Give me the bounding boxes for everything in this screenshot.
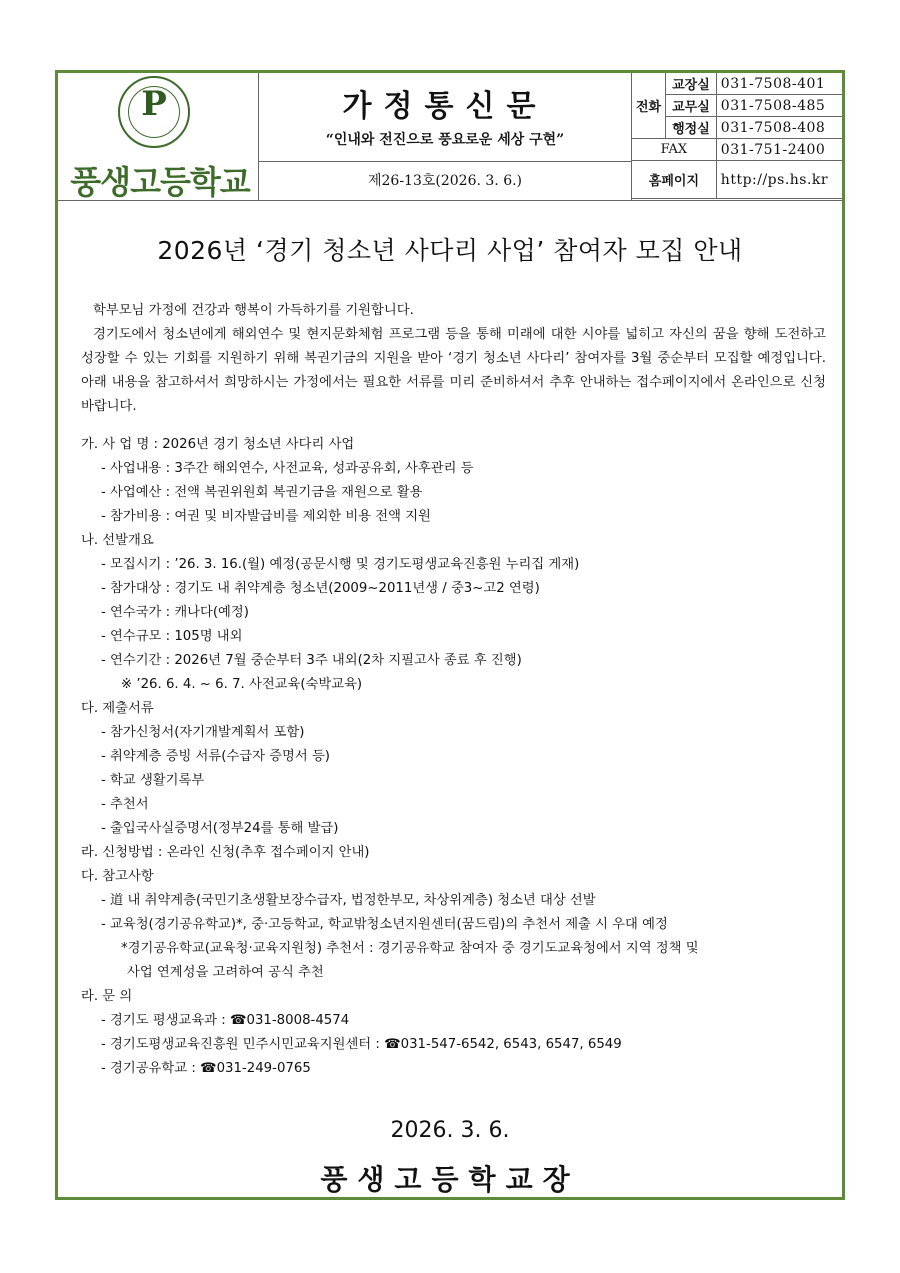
- school-motto: “인내와 전진으로 풍요로운 세상 구현”: [325, 132, 565, 148]
- section-heading: 라. 신청방법 : 온라인 신청(추후 접수페이지 안내): [81, 845, 370, 860]
- section-item: 사업 연계성을 고려하여 공식 추천: [127, 965, 324, 980]
- section-list: [81, 433, 826, 1081]
- contact-table: [632, 73, 842, 200]
- newsletter-header: [58, 73, 842, 201]
- homepage-link[interactable]: http://ps.hs.kr: [716, 161, 842, 199]
- section-item: - 참가대상 : 경기도 내 취약계층 청소년(2009~2011년생 / 중3~고2 연령): [101, 581, 540, 596]
- office-label: 교무실: [666, 95, 717, 117]
- section-item: - 연수규모 : 105명 내외: [101, 629, 243, 644]
- section-item: - 교육청(경기공유학교)*, 중·고등학교, 학교밖청소년지원센터(꿈드림)의 추천서 제출 시 우대 예정: [101, 917, 668, 932]
- document-title: 2026년 ‘경기 청소년 사다리 사업’ 참여자 모집 안내: [157, 236, 743, 265]
- phone-number: 031-7508-401: [716, 73, 842, 95]
- section-item: - 사업내용 : 3주간 해외연수, 사전교육, 성과공유회, 사후관리 등: [101, 461, 474, 476]
- office-label: 교장실: [666, 73, 717, 95]
- intro-paragraph: 경기도에서 청소년에게 해외연수 및 현지문화체험 프로그램 등을 통해 미래에 대한 시야를 넓히고 자신의 꿈을 향해 도전하고 성장할 수 있는 기회를 지원하기 위해 복권기금의 지원을 받아 ‘경기 청소년 사다리’ 참여자를 3월 중순부터 모집할 예정입니다. 아래 내용을 참고하셔서 희망하시는 가정에서는 필요한 서류를 미리 준비하셔서 추후 안내하는 접수페이지에서 온라인으로 신청 바랍니다.: [81, 327, 826, 414]
- fax-number: 031-751-2400: [716, 139, 842, 161]
- school-emblem-icon: P: [118, 76, 190, 148]
- section-item: - 학교 생활기록부: [101, 773, 205, 788]
- section-item: ※ ’26. 6. 4. ~ 6. 7. 사전교육(숙박교육): [121, 677, 363, 692]
- principal-signature: 풍생고등학교장: [320, 1163, 580, 1196]
- section-item: - 경기도평생교육진흥원 민주시민교육지원센터 : ☎031-547-6542, 6543, 6547, 6549: [101, 1037, 622, 1052]
- greeting-paragraph: 학부모님 가정에 건강과 행복이 가득하기를 기원합니다.: [93, 303, 414, 318]
- title-cell: [259, 73, 632, 162]
- section-heading: 가. 사 업 명 : 2026년 경기 청소년 사다리 사업: [81, 437, 355, 452]
- issue-date: 2026. 3. 6.: [390, 1118, 510, 1143]
- section-item: - 참가비용 : 여권 및 비자발급비를 제외한 비용 전액 지원: [101, 509, 431, 524]
- section-item: - 취약계층 증빙 서류(수급자 증명서 등): [101, 749, 330, 764]
- section-item: - 연수기간 : 2026년 7월 중순부터 3주 내외(2차 지필고사 종료 후 진행): [101, 653, 522, 668]
- section-item: - 道 내 취약계층(국민기초생활보장수급자, 법정한부모, 차상위계층) 청소년 대상 선발: [101, 893, 596, 908]
- office-label: 행정실: [666, 117, 717, 139]
- section-heading: 다. 참고사항: [81, 869, 154, 884]
- school-logo-cell: [58, 73, 259, 200]
- phone-label: 전화: [632, 73, 666, 139]
- section-item: - 추천서: [101, 797, 149, 812]
- newsletter-title: 가정통신문: [342, 89, 548, 124]
- newsletter-frame: [55, 70, 845, 1200]
- section-item: - 연수국가 : 캐나다(예정): [101, 605, 249, 620]
- fax-label: FAX: [632, 139, 716, 161]
- section-item: - 사업예산 : 전액 복권위원회 복권기금을 재원으로 활용: [101, 485, 423, 500]
- section-item: - 경기공유학교 : ☎031-249-0765: [101, 1061, 311, 1076]
- section-heading: 나. 선발개요: [81, 533, 154, 548]
- issue-number: 제26-13호(2026. 3. 6.): [259, 162, 632, 200]
- section-item: - 출입국사실증명서(정부24를 통해 발급): [101, 821, 339, 836]
- homepage-label: 홈페이지: [632, 161, 716, 199]
- section-item: *경기공유학교(교육청·교육지원청) 추천서 : 경기공유학교 참여자 중 경기도교육청에서 지역 정책 및: [121, 941, 699, 956]
- section-item: - 모집시기 : ’26. 3. 16.(월) 예정(공문시행 및 경기도평생교육진흥원 누리집 게재): [101, 557, 580, 572]
- phone-number: 031-7508-485: [716, 95, 842, 117]
- section-heading: 다. 제출서류: [81, 701, 154, 716]
- section-item: - 참가신청서(자기개발계획서 포함): [101, 725, 305, 740]
- document-body: [81, 299, 826, 1081]
- school-name: 풍생고등학교: [70, 163, 250, 201]
- phone-number: 031-7508-408: [716, 117, 842, 139]
- section-item: - 경기도 평생교육과 : ☎031-8008-4574: [101, 1013, 350, 1028]
- section-heading: 라. 문 의: [81, 989, 133, 1004]
